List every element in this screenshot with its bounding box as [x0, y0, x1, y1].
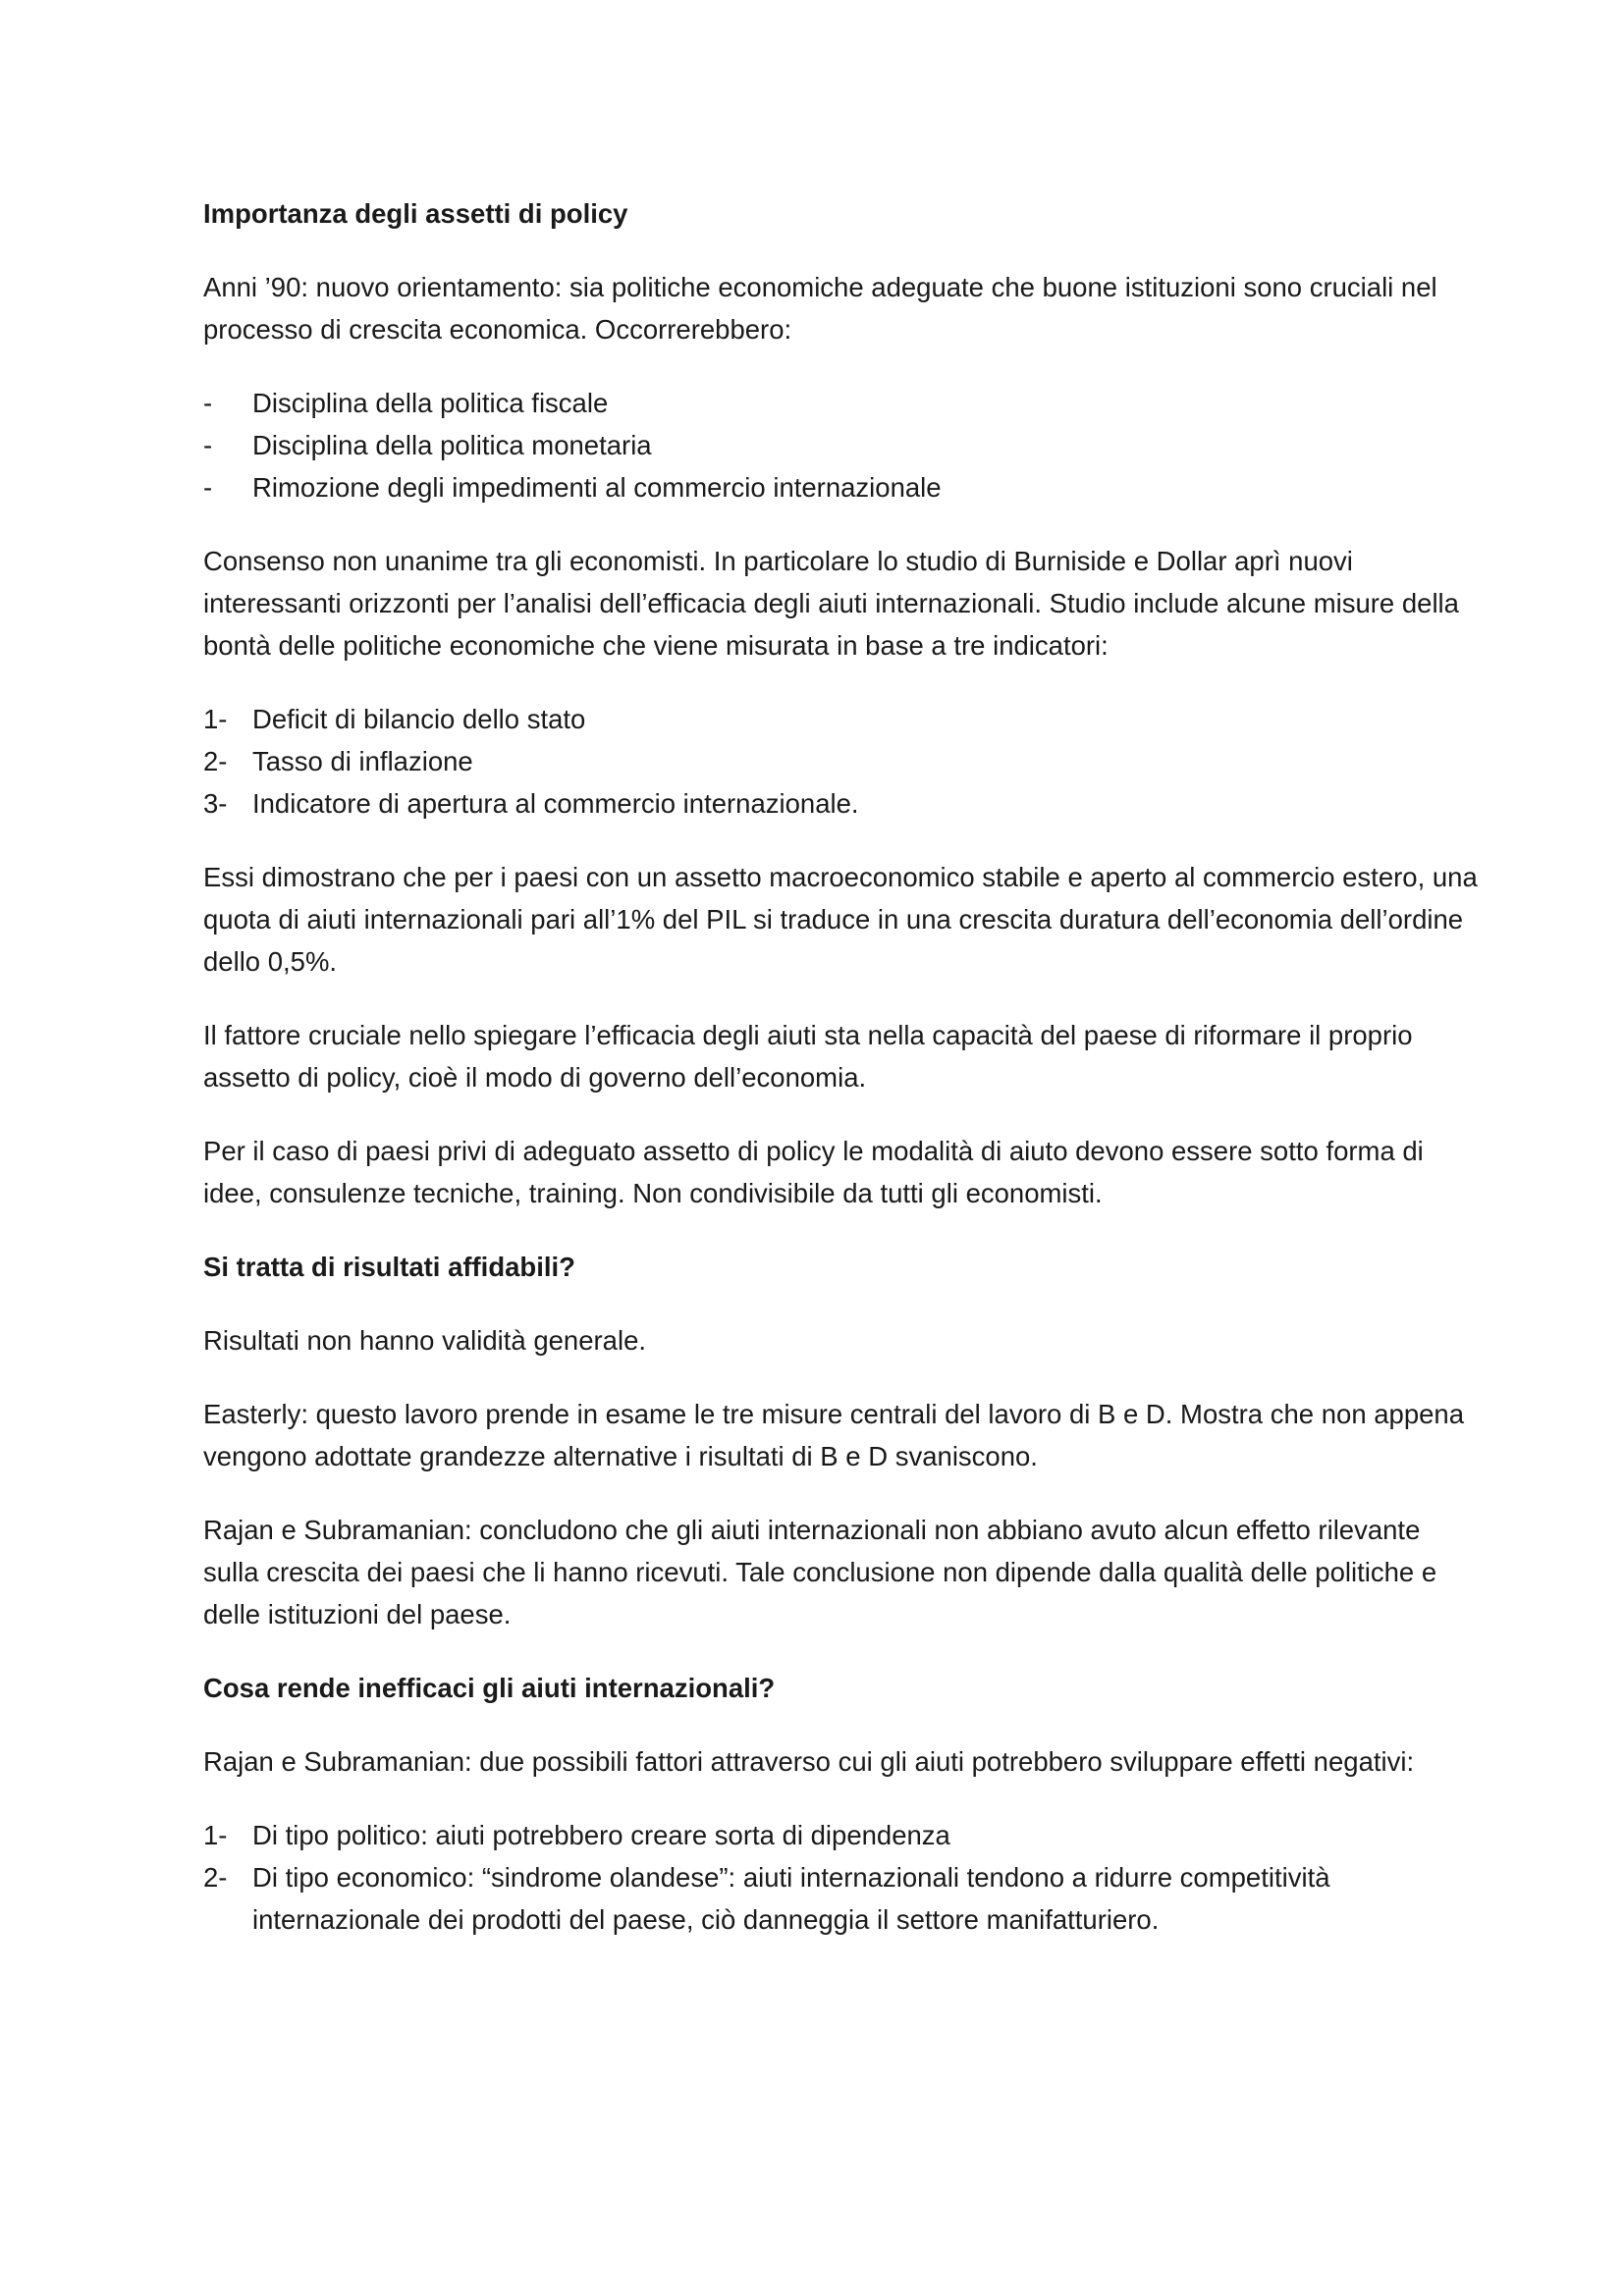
paragraph-validity: Risultati non hanno validità generale. [203, 1325, 646, 1356]
paragraph-consensus: Consenso non unanime tra gli economisti. In particolare lo studio di Burniside e Dollar aprì nuovi interessanti orizzonti per l’analisi dell’efficacia degli aiuti internazionali. Studio include alcune misure della bontà delle politiche economiche che viene misurata in base a tre indicatori: [203, 546, 1459, 661]
list-item-text: Di tipo politico: aiuti potrebbero creare sorta di dipendenza [252, 1820, 950, 1850]
list-marker: - [203, 430, 213, 460]
list-marker: 2- [203, 1862, 228, 1893]
document-page [203, 192, 1480, 1972]
list-item [203, 740, 1480, 782]
list-item [203, 424, 1480, 466]
paragraph-rajan-subramanian: Rajan e Subramanian: concludono che gli aiuti internazionali non abbiano avuto alcun effetto rilevante sulla crescita dei paesi che li hanno ricevuti. Tale conclusione non dipende dalla qualità delle politiche e delle istituzioni del paese. [203, 1515, 1437, 1629]
list-item [203, 782, 1480, 825]
list-item-text: Disciplina della politica monetaria [252, 430, 652, 460]
paragraph-no-policy: Per il caso di paesi privi di adeguato assetto di policy le modalità di aiuto devono essere sotto forma di idee, consulenze tecniche, training. Non condivisibile da tutti gli economisti. [203, 1136, 1424, 1208]
list-item [203, 466, 1480, 508]
section-heading-inefficacy: Cosa rende inefficaci gli aiuti internazionali? [203, 1673, 776, 1703]
paragraph-crucial-factor: Il fattore cruciale nello spiegare l’efficacia degli aiuti sta nella capacità del paese di riformare il proprio assetto di policy, cioè il modo di governo dell’economia. [203, 1020, 1413, 1093]
list-marker: 3- [203, 788, 228, 819]
section-heading-policy: Importanza degli assetti di policy [203, 198, 628, 229]
paragraph-negative-factors: Rajan e Subramanian: due possibili fattori attraverso cui gli aiuti potrebbero sviluppare effetti negativi: [203, 1746, 1415, 1777]
paragraph-easterly: Easterly: questo lavoro prende in esame le tre misure centrali del lavoro di B e D. Mostra che non appena vengono adottate grandezze alternative i risultati di B e D svaniscono. [203, 1399, 1465, 1471]
list-marker: - [203, 472, 213, 503]
bullet-list-disciplines [203, 382, 1480, 508]
numbered-list-indicators [203, 698, 1480, 825]
list-item-text: Di tipo economico: “sindrome olandese”: aiuti internazionali tendono a ridurre competitività internazionale dei prodotti del paese, ciò danneggia il settore manifatturiero. [252, 1862, 1330, 1935]
list-item [203, 1856, 1480, 1941]
list-item-text: Indicatore di apertura al commercio internazionale. [252, 788, 859, 819]
list-marker: - [203, 388, 213, 418]
paragraph-intro: Anni ’90: nuovo orientamento: sia politiche economiche adeguate che buone istituzioni sono cruciali nel processo di crescita economica. Occorrerebbero: [203, 272, 1437, 345]
list-marker: 1- [203, 704, 228, 734]
list-item-text: Tasso di inflazione [252, 746, 473, 776]
list-item-text: Disciplina della politica fiscale [252, 388, 609, 418]
list-marker: 1- [203, 1820, 228, 1850]
list-item-text: Rimozione degli impedimenti al commercio internazionale [252, 472, 942, 503]
list-item [203, 1814, 1480, 1856]
numbered-list-factors [203, 1814, 1480, 1941]
paragraph-findings: Essi dimostrano che per i paesi con un assetto macroeconomico stabile e aperto al commercio estero, una quota di aiuti internazionali pari all’1% del PIL si traduce in una crescita duratura dell’economia dell’ordine dello 0,5%. [203, 862, 1478, 977]
list-marker: 2- [203, 746, 228, 776]
list-item-text: Deficit di bilancio dello stato [252, 704, 586, 734]
list-item [203, 382, 1480, 424]
list-item [203, 698, 1480, 740]
section-heading-reliability: Si tratta di risultati affidabili? [203, 1252, 575, 1282]
